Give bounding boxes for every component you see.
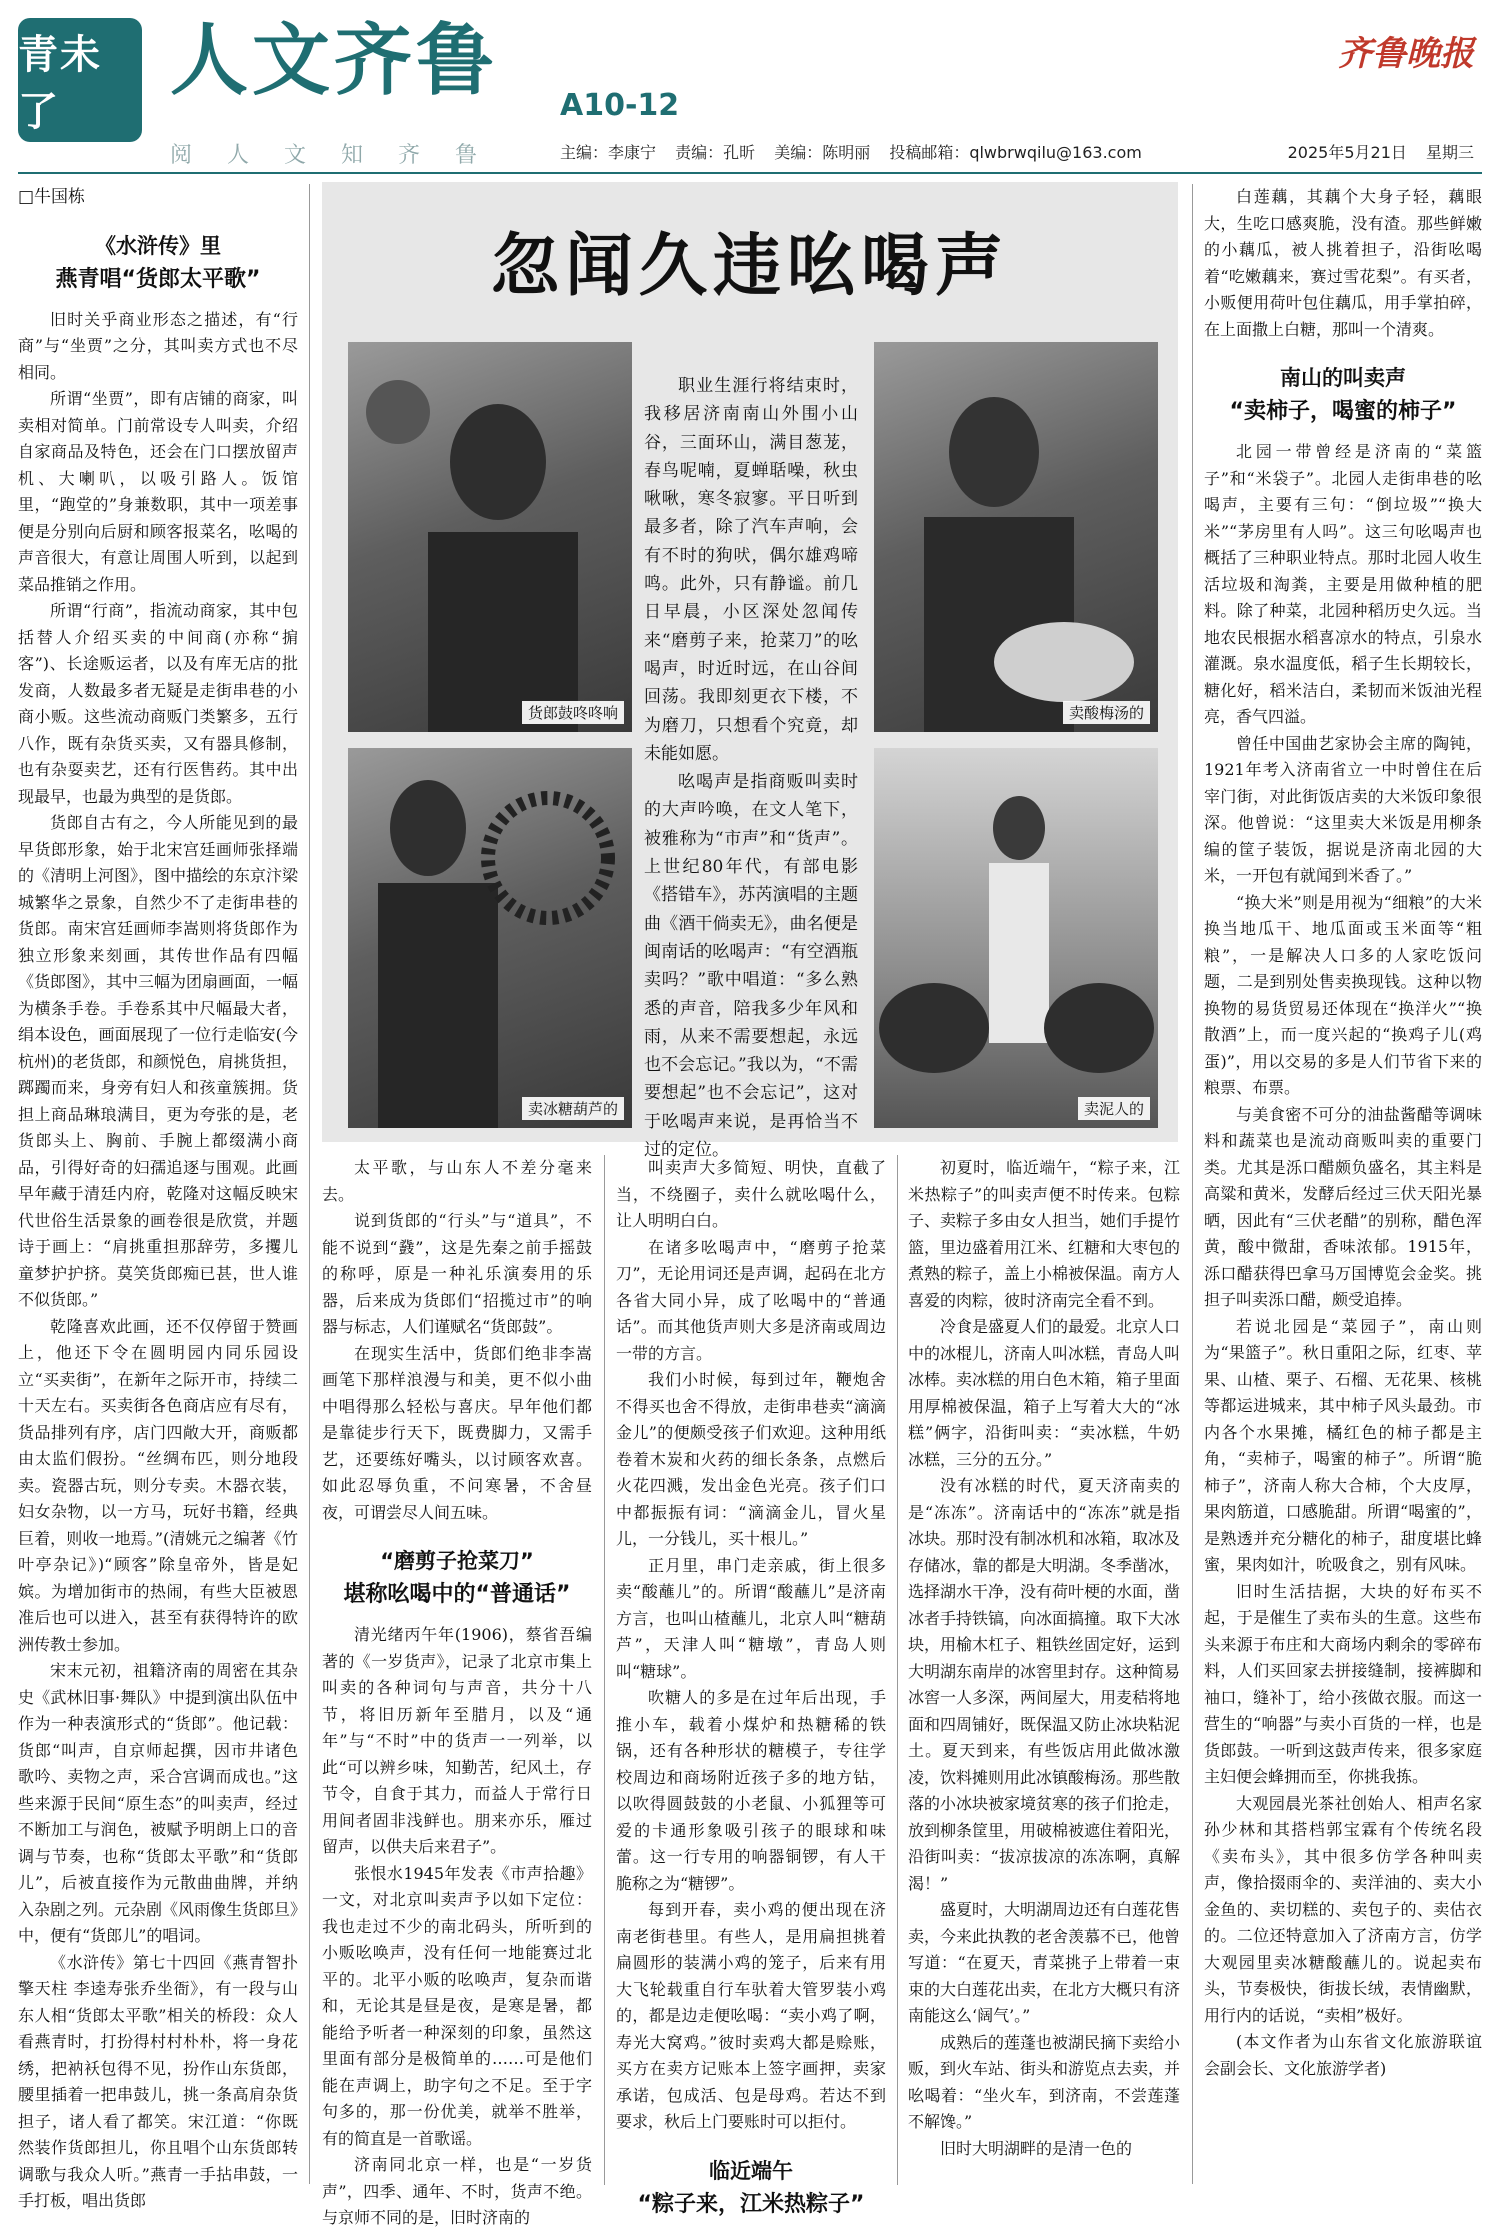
- subhead-2b: 堪称吆喝中的“普通话”: [343, 1582, 571, 1607]
- paragraph: “换大米”则是用视为“细粮”的大米换当地瓜干、地瓜面或玉米面等“粗粮”，一是解决人口多的人家吃饭问题，二是到别处售卖换现钱。这种以物换物的易货贸易还体现在“换洋火”“换散酒”上，而一度兴起的“换鸡子儿(鸡蛋)”，用以交易的多是人们节省下来的粮票、布票。: [1204, 892, 1482, 1097]
- intro-column: [644, 372, 858, 1161]
- paragraph: 没有冰糕的时代，夏天济南卖的是“冻冻”。济南话中的“冻冻”就是指冰块。那时没有制冰机和冰箱，取冰及存储冰，靠的都是大明湖。冬季凿冰，选择湖水干净，没有荷叶梗的水面，凿冰者手持铁镐，向冰面搞撞。取下大冰块，用榆木杠子、粗铁丝固定好，运到大明湖东南岸的冰窖里封存。这种简易冰窖一人多深，两间屋大，用麦秸将地面和四周铺好，既保温又防止冰块粘泥土。夏天到来，有些饭店用此做冰激凌，饮料摊则用此冰镇酸梅汤。那些散落的小冰块被家境贫寒的孩子们抢走，放到柳条筐里，用破棉被遮住着阳光，沿街叫卖：“拔凉拔凉的冻冻啊，真解渴！”: [908, 1476, 1181, 1893]
- paragraph: 所谓“行商”，指流动商家，其中包括替人介绍买卖的中间商(亦称“掮客”)、长途贩运者，以及有库无店的批发商，人数最多者无疑是走街串巷的小商小贩。这些流动商贩门类繁多，五行八作，既有杂货买卖，又有器具修制，也有杂耍卖艺，还有行医售药。其中出现最早，也最为典型的是货郎。: [18, 601, 298, 806]
- subhead-1a: 《水浒传》里: [95, 233, 221, 258]
- paragraph: 在现实生活中，货郎们绝非李嵩画笔下那样浪漫与和美，更不似小曲中唱得那么轻松与喜庆。早年他们都是靠徒步行天下，既费脚力，又需手艺，还要练好嘴头，以讨顾客欢喜。如此忍辱负重，不问寒暑，不舍昼夜，可谓尝尽人间五味。: [322, 1343, 592, 1522]
- feature-box: [322, 182, 1178, 1161]
- logo-text: 青未了: [18, 32, 102, 135]
- intro-paragraph: 吆喝声是指商贩叫卖时的大声吟唤，在文人笔下，被雅称为“市声”和“货声”。上世纪80年代，有部电影《搭错车》，苏芮演唱的主题曲《酒干倘卖无》，曲名便是闽南话的吆喝声：“有空酒瓶卖吗？”歌中唱道：“多么熟悉的声音，陪我多少年风和雨，从来不需要想起，永远也不会忘记。”我以为，“不需要想起”也不会忘记”，这对于吆喝声来说，是再恰当不过的定位。: [644, 772, 858, 1161]
- column-divider: [604, 1155, 605, 2185]
- paragraph: 成熟后的莲蓬也被湖民摘下卖给小贩，到火车站、街头和游览点去卖，并吆喝着：“坐火车，到济南，不尝莲蓬不解馋。”: [908, 2032, 1181, 2131]
- article-column-4: [908, 1155, 1180, 2185]
- article-column-2: [322, 1155, 592, 2227]
- issue-date: [1274, 140, 1474, 163]
- paragraph: 正月里，串门走亲戚，街上很多卖“酸蘸儿”的。所谓“酸蘸儿”是济南方言，也叫山楂蘸儿，北京人叫“糖葫芦”，天津人叫“糖墩”，青岛人则叫“糖球”。: [616, 1555, 886, 1681]
- photo-drum-peddler-image: [348, 342, 632, 732]
- paragraph: 与美食密不可分的油盐酱醋等调味料和蔬菜也是流动商贩叫卖的重要门类。尤其是泺口醋颇负盛名，其主料是高粱和黄米，发酵后经过三伏天阳光暴晒，因此有“三伏老醋”的别称，醋色浑黄，酸中微甜，香味浓郁。1915年，泺口醋获得巴拿马万国博览会金奖。挑担子叫卖泺口醋，颇受追捧。: [1204, 1104, 1482, 1309]
- paragraph: 乾隆喜欢此画，还不仅停留于赞画上，他还下令在圆明园内同乐园设立“买卖街”，在新年之际开市，持续二十天左右。买卖街各色商店应有尽有，货品排列有序，店门四敞大开，商贩都由太监们假扮。“丝绸布匹，则分地段卖。瓷器古玩，则分专卖。木器衣装，妇女杂物，以一方马，玩好书籍，经典巨着，则收一地焉。”(清姚元之编著《竹叶亭杂记》)“顾客”除皇帝外，皆是妃嫔。为增加街市的热闹，有些大臣被恩准后也可以进入，甚至有获得特许的欧洲传教士参加。: [18, 1316, 298, 1654]
- photo-caption: 卖酸梅汤的: [1063, 701, 1150, 724]
- editor-credits: [560, 140, 1156, 163]
- page-number: A10-12: [560, 88, 680, 123]
- chief-editor: 主编：李康宁: [560, 143, 657, 162]
- photo-caption: 卖泥人的: [1078, 1097, 1150, 1120]
- tagline: 阅 人 文 知 齐 鲁: [170, 143, 491, 168]
- subhead-4b: “卖柿子，喝蜜的柿子”: [1229, 399, 1457, 424]
- article-column-5: [1204, 184, 1482, 2184]
- paragraph: 货郎自古有之，今人所能见到的最早货郎形象，始于北宋宫廷画师张择端的《清明上河图》，图中描绘的东京汴梁城繁华之景象，自然少不了走街串巷的货郎。南宋宫廷画师李嵩则将货郎作为独立形象来刻画，其传世作品有四幅《货郎图》，其中三幅为团扇画面，一幅为横条手卷。手卷系其中尺幅最大者，绢本设色，画面展现了一位行走临安(今杭州)的老货郎，和颜悦色，肩挑货担，踯躅而来，身旁有妇人和孩童簇拥。货担上商品琳琅满目，更为夸张的是，老货郎头上、胸前、手腕上都缀满小商品，引得好奇的妇孺追逐与围观。此画早年藏于清廷内府，乾隆对这幅反映宋代世俗生活景象的画卷很是欣赏，并题诗于画上：“肩挑重担那辞劳，多攫儿童梦护护挤。莫笑货郎痴已甚，世人谁不似货郎。”: [18, 813, 299, 1309]
- submission-email: 投稿邮箱：qlwbrwqilu@163.com: [889, 143, 1142, 162]
- paragraph: 说到货郎的“行头”与“道具”，不能不说到“鼗”，这是先秦之前手摇鼓的称呼，原是一种礼乐演奏用的乐器，后来成为货郎们“招揽过市”的响器与标志，人们谨赋名“货郎鼓”。: [322, 1211, 592, 1336]
- photo-candied-haws-seller: [348, 748, 632, 1128]
- paragraph: 张恨水1945年发表《市声拾趣》一文，对北京叫卖声予以如下定位：我也走过不少的南北码头，所听到的小贩吆唤声，没有任何一地能赛过北平的。北平小贩的吆唤声，复杂而谐和，无论其是昼是夜，是寒是暑，都能给予听者一种深刻的印象，虽然这里面有部分是极简单的……可是他们能在声调上，助字句之不足。至于字句多的，那一份优美，就举不胜举，有的简直是一首歌谣。: [322, 1863, 592, 2148]
- paragraph: 白莲藕，其藕个大身子轻，藕眼大，生吃口感爽脆，没有渣。那些鲜嫩的小藕瓜，被人挑着担子，沿街吆喝着“吃嫩藕来，赛过雪花梨”。有买者，小贩便用荷叶包住藕瓜，用手掌拍碎，在上面撒上白糖，那叫一个清爽。: [1204, 187, 1482, 339]
- photo-caption: 卖冰糖葫芦的: [522, 1097, 624, 1120]
- weekday: 星期三: [1425, 143, 1474, 162]
- duty-editor: 责编：孔昕: [675, 143, 756, 162]
- paragraph: 在诸多吆喝声中，“磨剪子抢菜刀”，无论用词还是声调，起码在北方各省大同小异，成了吆喝中的“普通话”。而其他货声则大多是济南或周边一带的方言。: [616, 1237, 886, 1363]
- subhead-4a: 南山的叫卖声: [1280, 366, 1406, 390]
- paragraph: 若说北园是“菜园子”，南山则为“果篮子”。秋日重阳之际，红枣、苹果、山楂、栗子、石榴、无花果、核桃等都运进城来，其中柿子风头最劲。市内各个水果摊，橘红色的柿子都是主角，“卖柿子，喝蜜的柿子”。所谓“脆柿子”，济南人称大合柿，个大皮厚，果肉筋道，口感脆甜。所谓“喝蜜的”，是熟透并充分糖化的柿子，甜度堪比蜂蜜，果肉如汁，吮吸食之，别有风味。: [1204, 1316, 1482, 1574]
- paragraph: 《水浒传》第七十四回《燕青智扑擎天柱 李逵寿张乔坐衙》，有一段与山东人相“货郎太平歌”相关的桥段：众人看燕青时，打扮得村村朴朴，将一身花绣，把衲袄包得不见，扮作山东货郎，腰里插着一把串鼓儿，挑一条高肩杂货担子，诸人看了都笑。宋江道：“你既然装作货郎担儿，你且唱个山东货郎转调歌与我众人听。”燕青一手拈串鼓，一手打板，唱出货郎: [18, 1952, 298, 2210]
- paragraph: 大观园晨光茶社创始人、相声名家孙少林和其搭档郭宝霖有个传统名段《卖布头》，其中很多仿学各种叫卖声，像拾掇雨伞的、卖洋油的、卖大小金鱼的、卖切糕的、卖包子的、卖估衣的。二位还特意加入了济南方言，仿学大观园里卖冰糖酸蘸儿的。说起卖布头，节奏极快，街拔长绒，表情幽默，用行内的话说，“卖相”极好。: [1204, 1793, 1482, 2025]
- intro-paragraph: 职业生涯行将结束时，我移居济南南山外围小山谷，三面环山，满目葱茏，春鸟呢喃，夏蝉聒噪，秋虫啾啾，寒冬寂寥。平日听到最多者，除了汽车声响，会有不时的狗吠，偶尔雄鸡啼鸣。此外，只有静谧。前几日早晨，小区深处忽闻传来“磨剪子来，抢菜刀”的吆喝声，时近时远，在山谷间回荡。我即刻更衣下楼，不为磨刀，只想看个究竟，却未能如愿。: [644, 376, 858, 764]
- article-column-3: [616, 1155, 886, 2217]
- column-divider: [1192, 184, 1193, 2184]
- photo-candied-haws-seller-image: [348, 748, 632, 1128]
- art-editor: 美编：陈明丽: [774, 143, 871, 162]
- paragraph: 叫卖声大多简短、明快，直截了当，不绕圈子，卖什么就吆喝什么，让人明明白白。: [616, 1158, 886, 1230]
- column-divider: [897, 1155, 898, 2185]
- subhead-2a: “磨剪子抢菜刀”: [380, 1549, 534, 1573]
- subhead-1b: 燕青唱“货郎太平歌”: [55, 266, 261, 292]
- paragraph: 初夏时，临近端午，“粽子来，江米热粽子”的叫卖声便不时传来。包粽子、卖粽子多由女人担当，她们手提竹篮，里边盛着用江米、红糖和大枣包的煮熟的粽子，盖上小棉被保温。南方人喜爱的肉粽，彼时济南完全看不到。: [908, 1158, 1181, 1310]
- masthead: [0, 0, 1500, 178]
- paragraph: 清光绪丙午年(1906)，蔡省吾编著的《一岁货声》，记录了北京市集上叫卖的各种词句与声音，共分十八节，将旧历新年至腊月，以及“通年”与“不时”中的货声一一列举，以此“可以辨乡味，知勤苦，纪风土，存节令，自食于其力，而益人于常行日用间者固非浅鲜也。朋来亦乐，雁过留声，以供夫后来君子”。: [322, 1625, 592, 1856]
- masthead-rule: [18, 172, 1482, 174]
- paragraph: 曾任中国曲艺家协会主席的陶钝，1921年考入济南省立一中时曾住在后宰门街，对此街饭店卖的大米饭印象很深。他曾说：“这里卖大米饭是用柳条编的筐子装饭，据说是济南北园的大米，一开包有就闻到米香了。”: [1204, 733, 1482, 885]
- byline: □牛国栋: [18, 187, 86, 207]
- paragraph: 所谓“坐贾”，即有店铺的商家，叫卖相对简单。门前常设专人叫卖，介绍自家商品及特色，还会在门口摆放留声机、大喇叭，以吸引路人。饭馆里，“跑堂的”身兼数职，其中一项差事便是分别向后厨和顾客报菜名，吆喝的声音很大，有意让周围人听到，以起到菜品推销之作用。: [18, 389, 298, 594]
- column-divider: [309, 184, 310, 2184]
- paragraph: 旧时关乎商业形态之描述，有“行商”与“坐贾”之分，其叫卖方式也不尽相同。: [18, 309, 298, 382]
- paragraph: 盛夏时，大明湖周边还有白莲花售卖，今来此执教的老舍羡慕不已，他曾写道：“在夏天，青菜挑子上带着一束束的大白莲花出卖，在北方大概只有济南能这么‘阔气’。”: [908, 1900, 1181, 2025]
- photo-clay-figure-seller: [874, 748, 1158, 1128]
- column-logo: [18, 18, 142, 142]
- paragraph: 北园一带曾经是济南的“菜篮子”和“米袋子”。北园人走街串巷的吆喝声，主要有三句：“倒垃圾”“换大米”“茅房里有人吗”。这三句吆喝声也概括了三种职业特点。那时北园人收生活垃圾和淘粪，主要是用做种植的肥料。除了种菜，北园种稻历史久远。当地农民根据水稻喜凉水的特点，引泉水灌溉。泉水温度低，稻子生长期较长，糖化好，稻米洁白，柔韧而米饭油光程亮，香气四溢。: [1204, 442, 1482, 726]
- paragraph: 吹糖人的多是在过年后出现，手推小车，载着小煤炉和热糖稀的铁锅，还有各种形状的糖模子，专往学校周边和商场附近孩子多的地方钻，以吹得圆鼓鼓的小老鼠、小狐狸等可爱的卡通形象吸引孩子的眼球和味蕾。这一行专用的响器铜锣，有人干脆称之为“糖锣”。: [616, 1688, 886, 1893]
- section-title: 人文齐鲁: [170, 16, 499, 106]
- date: 2025年5月21日: [1287, 143, 1407, 162]
- photo-caption: 货郎鼓咚咚响: [522, 701, 624, 724]
- newspaper-logo: 齐鲁晚报: [1338, 34, 1474, 74]
- photo-plum-drink-seller: [874, 342, 1158, 732]
- paragraph: 旧时大明湖畔的是清一色的: [940, 2138, 1133, 2158]
- subhead-3b: “粽子来，江米热粽子”: [637, 2191, 865, 2217]
- paragraph: 宋末元初，祖籍济南的周密在其杂史《武林旧事·舞队》中提到演出队伍中作为一种表演形式的“货郎”。他记载：货郎“叫声，自京师起撰，因市井诸色歌吟、卖物之声，采合宫调而成也。”这些来源于民间“原生态”的叫卖声，经过不断加工与润色，被赋予明朗上口的音调与节奏，也称“货郎太平歌”和“货郎儿”，后被直接作为元散曲曲牌，并纳入杂剧之列。元杂剧《风雨像生货郎旦》中，便有“货郎儿”的唱词。: [18, 1661, 299, 1945]
- photo-plum-drink-seller-image: [874, 342, 1158, 732]
- photo-drum-peddler: [348, 342, 632, 732]
- author-note: (本文作者为山东省文化旅游联谊会副会长、文化旅游学者): [1204, 2032, 1482, 2078]
- paragraph: 冷食是盛夏人们的最爱。北京人口中的冰棍儿，济南人叫冰糕，青岛人叫冰棒。卖冰糕的用白色木箱，箱子里面用厚棉被保温，箱子上写着大大的“冰糕”俩字，沿街叫卖：“卖冰糕，牛奶冰糕，三分的五分。”: [908, 1317, 1181, 1469]
- paragraph: 太平歌，与山东人不差分毫来去。: [322, 1158, 592, 1204]
- subhead-3a: 临近端午: [709, 2158, 793, 2183]
- paragraph: 每到开春，卖小鸡的便出现在济南老街巷里。有些人，是用扁担挑着扁圆形的装满小鸡的笼子，后来有用大飞轮载重自行车驮着大管罗装小鸡的，都是边走便吆喝：“卖小鸡了啊，寿光大窝鸡。”彼时卖鸡大都是赊账，买方在卖方记账本上签字画押，卖家承诺，包成活、包是母鸡。若达不到要求，秋后上门要账时可以拒付。: [616, 1900, 886, 2131]
- photo-clay-figure-seller-image: [874, 748, 1158, 1128]
- paragraph: 济南同北京一样，也是“一岁货声”，四季、通年、不时，货声不绝。与京师不同的是，旧时济南的: [322, 2155, 592, 2227]
- article-column-1: [18, 184, 299, 2210]
- paragraph: 我们小时候，每到过年，鞭炮舍不得买也舍不得放，走街串巷卖“滴滴金儿”的便颇受孩子们欢迎。这种用纸卷着木炭和火药的细长条条，点燃后火花四溅，发出金色光亮。孩子们口中都振振有词：“滴滴金儿，冒火星儿，一分钱儿，买十根儿。”: [616, 1370, 886, 1548]
- paragraph: 旧时生活拮据，大块的好布买不起，于是催生了卖布头的生意。这些布头来源于布庄和大商场内剩余的零碎布料，人们买回家去拼接缝制，接裤脚和袖口，缝补丁，给小孩做衣服。而这一营生的“响器”与卖小百货的一样，也是货郎鼓。一听到这鼓声传来，很多家庭主妇便会蜂拥而至，你挑我拣。: [1204, 1581, 1482, 1786]
- headline: 忽闻久违吆喝声: [490, 227, 1009, 306]
